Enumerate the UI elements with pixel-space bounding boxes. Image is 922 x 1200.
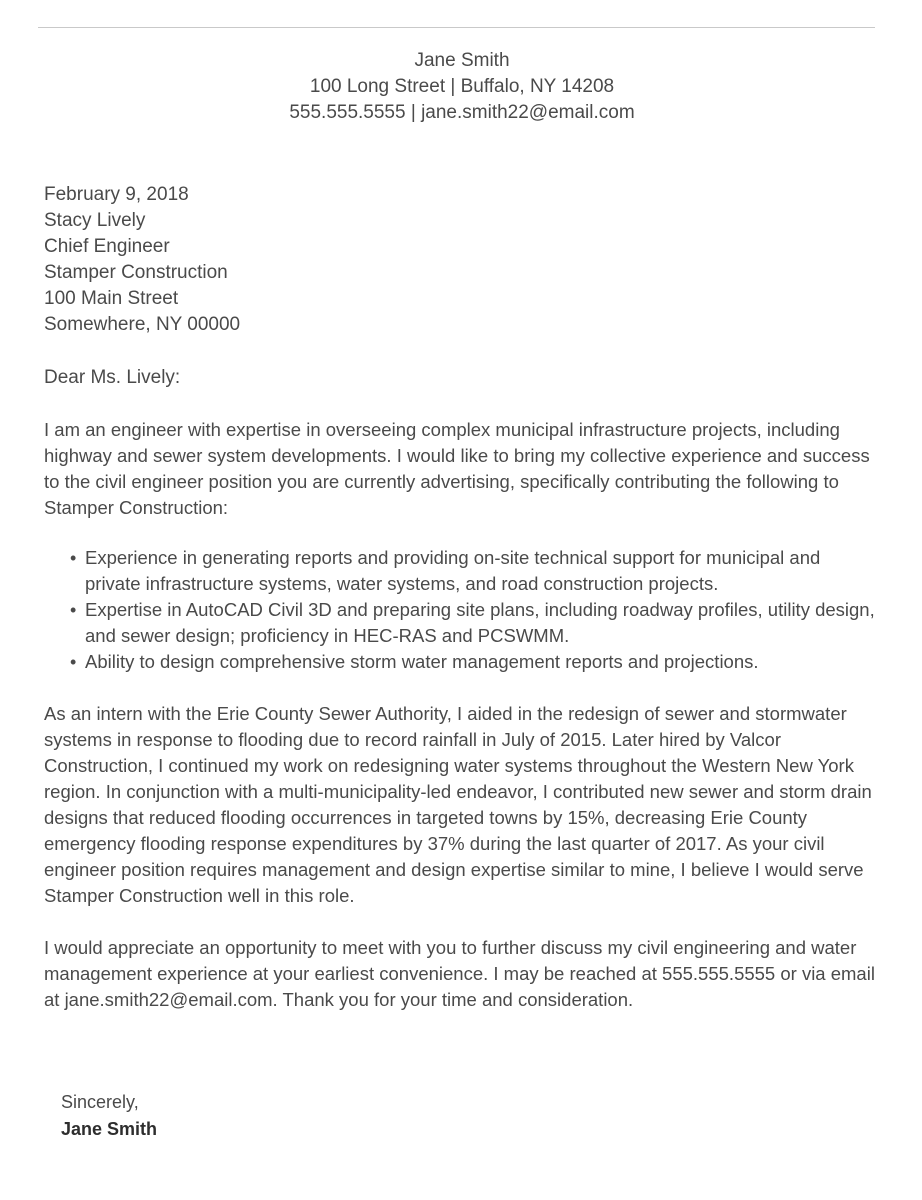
- recipient-title: Chief Engineer: [44, 236, 170, 257]
- letter-content: [44, 48, 880, 1143]
- body-paragraph-2: As an intern with the Erie County Sewer Authority, I aided in the redesign of sewer and stormwater systems in response to flooding due to record rainfall in July of 2015. Later hired by Valcor Construction, I continued my work on redesigning water systems throughout the Western New York region. In conjunction with a multi-municipality-led endeavor, I contributed new sewer and storm drain designs that reduced flooding occurrences in targeted towns by 15%, decreasing Erie County emergency flooding response expenditures by 37% during the last quarter of 2017. As your civil engineer position requires management and design expertise similar to mine, I believe I would serve Stamper Construction well in this role.: [44, 703, 872, 906]
- qualifications-list: [44, 545, 880, 675]
- body-paragraph-3: I would appreciate an opportunity to meet with you to further discuss my civil engineering and water management experience at your earliest convenience. I may be reached at 555.555.5555 or via email at jane.smith22@email.com. Thank you for your time and consideration.: [44, 937, 875, 1010]
- header-divider: [38, 27, 875, 28]
- letterhead-contact: 555.555.5555 | jane.smith22@email.com: [289, 102, 635, 123]
- recipient-city-state-zip: Somewhere, NY 00000: [44, 314, 241, 335]
- signature-closing: Sincerely,: [61, 1092, 139, 1112]
- body-paragraph-1: I am an engineer with expertise in overseeing complex municipal infrastructure projects, including highway and sewer system developments. I would like to bring my collective experience and success to the civil engineer position you are currently advertising, specifically contributing the following to Stamper Construction:: [44, 419, 870, 518]
- letterhead: [44, 48, 880, 126]
- recipient-block: [44, 182, 880, 338]
- salutation: Dear Ms. Lively:: [44, 367, 181, 388]
- letterhead-address: 100 Long Street | Buffalo, NY 14208: [309, 76, 615, 97]
- signature-block: [61, 1089, 880, 1143]
- letterhead-name: Jane Smith: [414, 50, 510, 71]
- letter-date: February 9, 2018: [44, 184, 189, 205]
- list-item: • Ability to design comprehensive storm water management reports and projections.: [85, 649, 880, 675]
- recipient-street: 100 Main Street: [44, 288, 179, 309]
- recipient-name: Stacy Lively: [44, 210, 146, 231]
- list-item: • Expertise in AutoCAD Civil 3D and preparing site plans, including roadway profiles, utility design, and sewer design; proficiency in HEC-RAS and PCSWMM.: [85, 597, 880, 649]
- recipient-company: Stamper Construction: [44, 262, 228, 283]
- list-item: • Experience in generating reports and providing on-site technical support for municipal and private infrastructure systems, water systems, and road construction projects.: [85, 545, 880, 597]
- signature-name: Jane Smith: [61, 1119, 158, 1139]
